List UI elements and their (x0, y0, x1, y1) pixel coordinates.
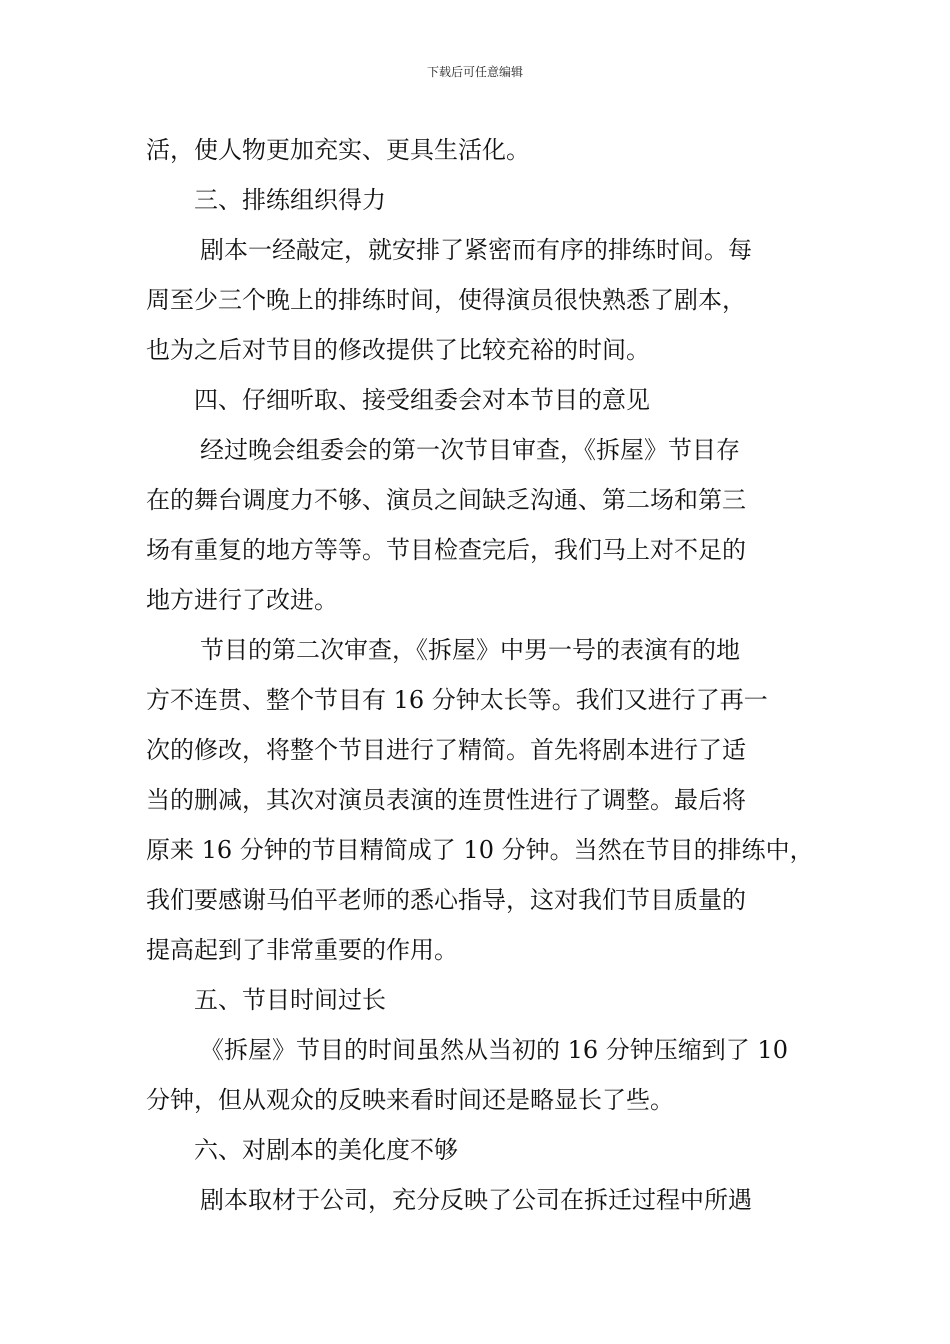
para-4-line-7: 提高起到了非常重要的作用。 (146, 936, 458, 964)
para-4-line-2: 方不连贯、整个节目有 16 分钟太长等。我们又进行了再一 (146, 686, 768, 714)
para-5-line-1: 《拆屋》节目的时间虽然从当初的 16 分钟压缩到了 10 (200, 1036, 788, 1064)
page-header: 下载后可任意编辑 (426, 65, 523, 79)
para-3-line-1: 经过晚会组委会的第一次节目审查，《拆屋》节目存 (200, 436, 740, 464)
heading-4: 四、仔细听取、接受组委会对本节目的意见 (194, 386, 650, 414)
heading-6: 六、对剧本的美化度不够 (194, 1136, 458, 1164)
para-6-line-1: 剧本取材于公司，充分反映了公司在拆迁过程中所遇 (200, 1186, 752, 1214)
document-body (146, 125, 816, 1225)
para-3-line-2: 在的舞台调度力不够、演员之间缺乏沟通、第二场和第三 (146, 486, 746, 514)
para-5-line-2: 分钟，但从观众的反映来看时间还是略显长了些。 (146, 1086, 674, 1114)
para-4-line-6: 我们要感谢马伯平老师的悉心指导，这对我们节目质量的 (146, 886, 746, 914)
para-1-line-1: 活，使人物更加充实、更具生活化。 (146, 136, 530, 164)
para-2-line-2: 周至少三个晚上的排练时间，使得演员很快熟悉了剧本， (146, 286, 746, 314)
heading-3: 三、排练组织得力 (194, 186, 386, 214)
para-2-line-3: 也为之后对节目的修改提供了比较充裕的时间。 (146, 336, 650, 364)
para-3-line-3: 场有重复的地方等等。节目检查完后，我们马上对不足的 (146, 536, 746, 564)
para-4-line-1: 节目的第二次审查，《拆屋》中男一号的表演有的地 (200, 636, 740, 664)
para-2-line-1: 剧本一经敲定，就安排了紧密而有序的排练时间。每 (200, 236, 752, 264)
para-3-line-4: 地方进行了改进。 (146, 586, 338, 614)
para-4-line-5: 原来 16 分钟的节目精简成了 10 分钟。当然在节目的排练中， (146, 836, 814, 864)
heading-5: 五、节目时间过长 (194, 986, 386, 1014)
para-4-line-4: 当的删减，其次对演员表演的连贯性进行了调整。最后将 (146, 786, 746, 814)
para-4-line-3: 次的修改，将整个节目进行了精简。首先将剧本进行了适 (146, 736, 746, 764)
